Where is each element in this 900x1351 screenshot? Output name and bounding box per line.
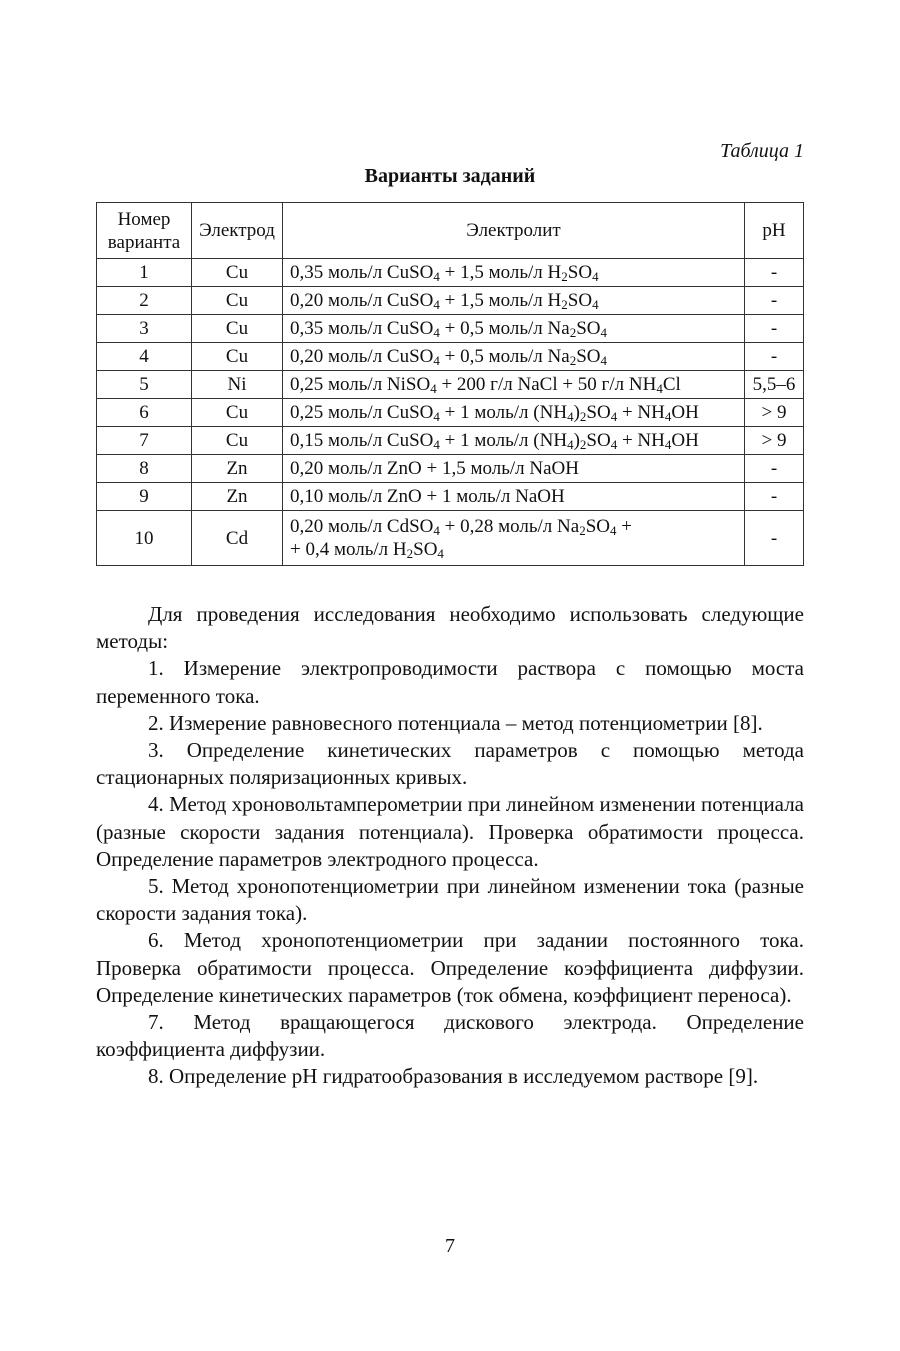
- formula-text: ): [573, 430, 580, 451]
- formula-subscript: 4: [664, 437, 672, 452]
- formula-text: + 0,5 моль/л Na: [439, 318, 570, 339]
- cell-variant-number: 2: [97, 287, 192, 315]
- formula-text: + 1 моль/л (NH: [439, 402, 568, 423]
- table-row: [97, 259, 804, 287]
- cell-ph: > 9: [745, 427, 804, 455]
- cell-electrode: Cu: [192, 427, 283, 455]
- cell-variant-number: 5: [97, 371, 192, 399]
- cell-electrolyte: [283, 315, 745, 343]
- formula-text: + 1,5 моль/л H: [439, 262, 562, 283]
- cell-ph: -: [745, 343, 804, 371]
- formula-subscript: 4: [430, 381, 437, 396]
- formula-subscript: 4: [664, 409, 672, 424]
- formula-text: + 1 моль/л (NH: [439, 430, 568, 451]
- formula-text: OH: [671, 402, 699, 423]
- formula-subscript: 2: [579, 409, 587, 424]
- table-row: [97, 287, 804, 315]
- cell-variant-number: 3: [97, 315, 192, 343]
- page-number: 7: [445, 1235, 455, 1257]
- cell-electrolyte: [283, 427, 745, 455]
- table-header-row: [97, 203, 804, 259]
- formula-text: 0,25 моль/л NiSO: [290, 374, 431, 395]
- formula-text: + NH: [617, 402, 665, 423]
- cell-electrode: Cu: [192, 343, 283, 371]
- header-variant-number: Номер варианта: [97, 203, 192, 259]
- cell-electrode: Cd: [192, 511, 283, 566]
- formula-subscript: 4: [433, 353, 440, 368]
- formula-text: SO: [586, 402, 611, 423]
- header-electrode: Электрод: [192, 203, 283, 259]
- cell-electrode: Cu: [192, 287, 283, 315]
- formula-text: SO: [576, 346, 601, 367]
- table-body: [97, 259, 804, 566]
- formula-subscript: 2: [406, 546, 414, 561]
- cell-variant-number: 4: [97, 343, 192, 371]
- formula-subscript: 2: [561, 297, 568, 312]
- cell-variant-number: 7: [97, 427, 192, 455]
- method-item: 4. Метод хроновольтамперометрии при линейном изменении потенциала (разные скорости задания потенциала). Проверка обратимости процесса. Определение параметров электродного процесса.: [96, 792, 804, 871]
- formula-text: + 0,4 моль/л H: [290, 539, 407, 560]
- formula-text: OH: [671, 430, 699, 451]
- formula-subscript: 4: [592, 269, 599, 284]
- cell-ph: -: [745, 315, 804, 343]
- formula-text: + NH: [617, 430, 665, 451]
- cell-electrode: Cu: [192, 399, 283, 427]
- formula-subscript: 2: [569, 353, 577, 368]
- formula-text: Cl: [662, 374, 681, 395]
- cell-electrolyte: [283, 287, 745, 315]
- header-ph: pH: [745, 203, 804, 259]
- method-item: 2. Измерение равновесного потенциала – метод потенциометрии [8].: [148, 710, 763, 735]
- formula-text: + 0,5 моль/л Na: [439, 346, 570, 367]
- formula-subscript: 4: [656, 381, 663, 396]
- table-caption: Таблица 1: [720, 140, 804, 162]
- formula-text: SO: [567, 262, 593, 283]
- formula-subscript: 2: [579, 437, 587, 452]
- cell-electrode: Cu: [192, 315, 283, 343]
- table-row: [97, 455, 804, 483]
- formula-text: 0,25 моль/л CuSO: [290, 402, 434, 423]
- method-item: 3. Определение кинетических параметров с помощью метода стационарных поляризационных кривых.: [96, 738, 804, 790]
- formula-text: 0,15 моль/л CuSO: [290, 430, 434, 451]
- cell-variant-number: 10: [97, 511, 192, 566]
- cell-electrolyte: [283, 511, 745, 566]
- cell-electrode: Cu: [192, 259, 283, 287]
- table-row: [97, 315, 804, 343]
- method-item: 7. Метод вращающегося дискового электрода. Определение коэффициента диффузии.: [96, 1010, 804, 1062]
- variants-table: [96, 202, 804, 566]
- table-row: [97, 371, 804, 399]
- formula-subscript: 4: [567, 409, 574, 424]
- formula-text: 0,20 моль/л CdSO: [290, 516, 434, 537]
- body-text: [96, 601, 804, 1091]
- intro-paragraph: Для проведения исследования необходимо использовать следующие методы:: [96, 602, 804, 654]
- cell-electrolyte: [283, 483, 745, 511]
- cell-electrolyte: [283, 371, 745, 399]
- table-row: [97, 399, 804, 427]
- formula-subscript: 4: [433, 269, 440, 284]
- cell-ph: > 9: [745, 399, 804, 427]
- table-row: [97, 343, 804, 371]
- cell-ph: -: [745, 483, 804, 511]
- formula-text: SO: [576, 318, 601, 339]
- formula-text: ): [573, 402, 580, 423]
- formula-subscript: 4: [433, 325, 440, 340]
- formula-text: 0,10 моль/л ZnO + 1 моль/л NaOH: [290, 486, 565, 507]
- cell-electrode: Zn: [192, 483, 283, 511]
- cell-electrode: Ni: [192, 371, 283, 399]
- cell-electrode: Zn: [192, 455, 283, 483]
- formula-text: SO: [567, 290, 593, 311]
- formula-subscript: 4: [610, 523, 617, 538]
- cell-ph: -: [745, 259, 804, 287]
- formula-subscript: 4: [610, 409, 618, 424]
- cell-variant-number: 9: [97, 483, 192, 511]
- method-item: 1. Измерение электропроводимости раствора с помощью моста переменного тока.: [96, 656, 804, 708]
- formula-text: + 1,5 моль/л H: [439, 290, 562, 311]
- formula-subscript: 4: [433, 409, 440, 424]
- formula-subscript: 4: [433, 437, 440, 452]
- formula-subscript: 4: [592, 297, 599, 312]
- cell-electrolyte: [283, 343, 745, 371]
- formula-text: SO: [585, 516, 610, 537]
- table-row: [97, 427, 804, 455]
- header-electrolyte: Электролит: [283, 203, 745, 259]
- formula-text: 0,35 моль/л CuSO: [290, 318, 434, 339]
- cell-variant-number: 8: [97, 455, 192, 483]
- cell-ph: -: [745, 511, 804, 566]
- cell-electrolyte: [283, 259, 745, 287]
- formula-subscript: 4: [433, 523, 440, 538]
- method-item: 6. Метод хронопотенциометрии при задании постоянного тока. Проверка обратимости процесса. Определение коэффициента диффузии. Определение кинетических параметров (ток обмена, коэффициент переноса).: [96, 928, 804, 1007]
- formula-text: SO: [413, 539, 438, 560]
- formula-subscript: 2: [579, 523, 586, 538]
- cell-ph: -: [745, 455, 804, 483]
- cell-electrolyte: [283, 455, 745, 483]
- formula-subscript: 4: [437, 546, 444, 561]
- formula-subscript: 4: [610, 437, 618, 452]
- formula-subscript: 4: [567, 437, 574, 452]
- cell-ph: 5,5–6: [745, 371, 804, 399]
- formula-subscript: 2: [561, 269, 568, 284]
- formula-subscript: 4: [600, 353, 607, 368]
- table-row: [97, 511, 804, 566]
- formula-subscript: 2: [569, 325, 577, 340]
- formula-text: SO: [586, 430, 611, 451]
- formula-text: 0,35 моль/л CuSO: [290, 262, 434, 283]
- cell-variant-number: 1: [97, 259, 192, 287]
- formula-text: 0,20 моль/л CuSO: [290, 290, 434, 311]
- formula-text: + 200 г/л NaCl + 50 г/л NH: [436, 374, 657, 395]
- cell-ph: -: [745, 287, 804, 315]
- formula-text: 0,20 моль/л CuSO: [290, 346, 434, 367]
- cell-electrolyte: [283, 399, 745, 427]
- formula-subscript: 4: [600, 325, 607, 340]
- table-title: Варианты заданий: [364, 165, 536, 187]
- method-item: 5. Метод хронопотенциометрии при линейном изменении тока (разные скорости задания тока).: [96, 874, 804, 926]
- formula-text: + 0,28 моль/л Na: [439, 516, 580, 537]
- formula-text: +: [616, 516, 632, 537]
- formula-subscript: 4: [433, 297, 440, 312]
- cell-variant-number: 6: [97, 399, 192, 427]
- method-item: 8. Определение pH гидратообразования в исследуемом растворе [9].: [148, 1064, 759, 1089]
- table-row: [97, 483, 804, 511]
- formula-text: 0,20 моль/л ZnO + 1,5 моль/л NaOH: [290, 458, 579, 479]
